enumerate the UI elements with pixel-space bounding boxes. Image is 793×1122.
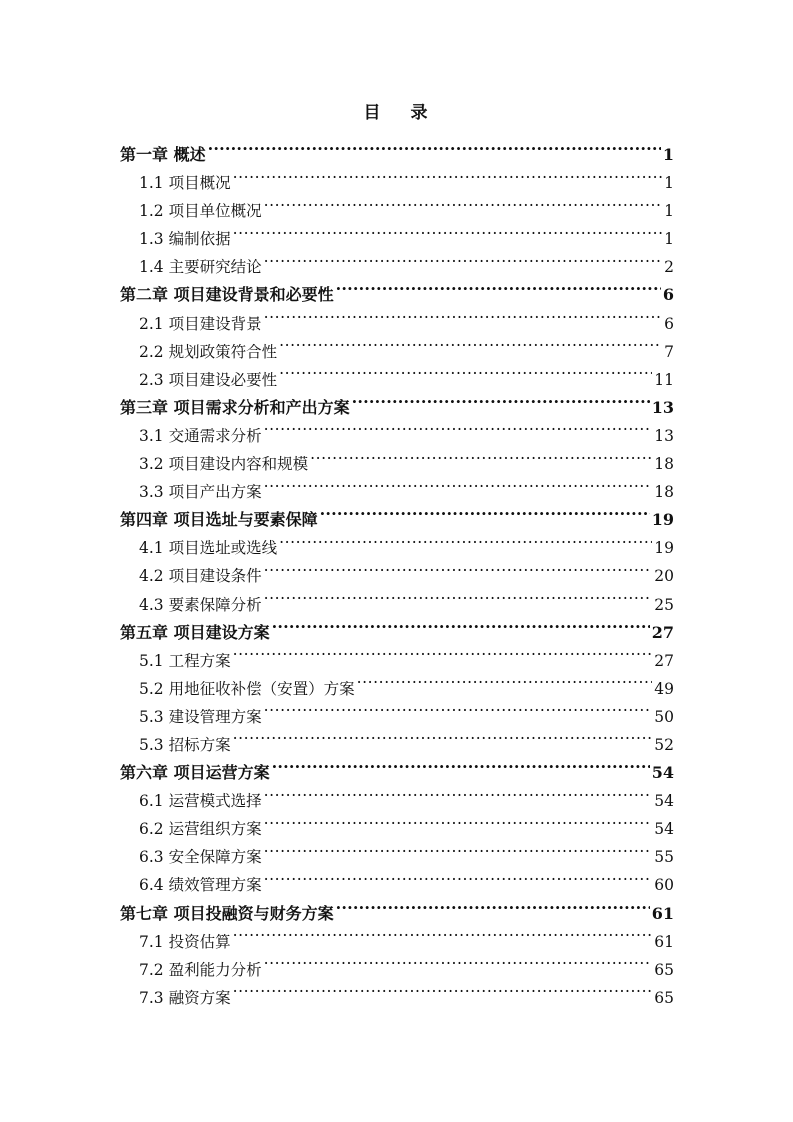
toc-page-number: 1 [662,145,674,164]
toc-entry-label: 1.2 项目单位概况 [139,202,262,221]
toc-page-number: 61 [654,932,674,951]
toc-dot-leader [233,638,653,666]
toc-page-number: 6 [662,285,674,305]
toc-page-number: 55 [654,848,674,867]
toc-entry-label: 1.3 编制依据 [139,230,231,249]
toc-title: 目 录 [363,103,440,123]
toc-entry-label: 7.1 投资估算 [139,932,231,951]
toc-entry-label: 5.3 建设管理方案 [139,707,262,726]
toc-dot-leader [336,272,661,300]
toc-page-number: 65 [654,988,674,1007]
toc-page-number: 52 [654,735,674,754]
toc-dot-leader [279,329,662,357]
toc-page-number: 6 [664,314,674,333]
toc-dot-leader [279,525,652,553]
toc-dot-leader [272,610,650,638]
toc-dot-leader [264,694,653,722]
toc-page-number: 13 [651,397,674,417]
toc-page-number: 19 [651,510,674,530]
toc-dot-leader [233,216,663,244]
toc-page-number: 11 [654,370,674,389]
toc-entry-label: 第一章 概述 [120,145,206,164]
toc-dot-leader [264,553,653,581]
toc-entry-label: 1.4 主要研究结论 [139,258,262,277]
toc-dot-leader [264,413,653,441]
toc-page-number: 54 [654,820,674,839]
toc-entry-label: 6.2 运营组织方案 [139,820,262,839]
toc-dot-leader [264,469,653,497]
toc-dot-leader [272,750,650,778]
toc-dot-leader [264,834,653,862]
toc-dot-leader [352,385,650,413]
toc-page-number: 25 [654,595,674,614]
toc-chapter-entry[interactable] [120,132,674,164]
toc-entry-label: 6.4 绩效管理方案 [139,876,262,895]
toc-dot-leader [264,778,653,806]
toc-entry-label: 第三章 项目需求分析和产出方案 [120,397,350,417]
toc-entry-label: 3.2 项目建设内容和规模 [139,455,309,474]
toc-page-number: 13 [654,426,674,445]
toc-dot-leader [233,722,653,750]
toc-entry-label: 7.2 盈利能力分析 [139,960,262,979]
toc-entry-label: 4.3 要素保障分析 [139,595,262,614]
toc-dot-leader [264,244,663,272]
toc-dot-leader [357,666,653,694]
toc-page-number: 1 [664,202,674,221]
toc-entry-label: 5.3 招标方案 [139,735,231,754]
toc-entry-label: 4.1 项目选址或选线 [139,539,278,558]
toc-dot-leader [264,806,653,834]
toc-page-number: 27 [654,651,674,670]
toc-page-number: 20 [654,567,674,586]
toc-page-number: 1 [664,174,674,193]
toc-page-number: 27 [651,622,674,642]
toc-entry-label: 1.1 项目概况 [139,174,231,193]
toc-dot-leader [233,160,663,188]
toc-entry-label: 6.1 运营模式选择 [139,792,262,811]
toc-dot-leader [208,132,661,160]
toc-entry-label: 3.1 交通需求分析 [139,426,262,445]
toc-page-number: 49 [654,679,674,698]
toc-entry-label: 第五章 项目建设方案 [120,622,270,642]
toc-entry-label: 2.3 项目建设必要性 [139,370,278,389]
toc-dot-leader [336,891,650,919]
toc-page-number: 65 [654,960,674,979]
toc-entry-label: 5.2 用地征收补偿（安置）方案 [139,679,355,698]
toc-entry-label: 第七章 项目投融资与财务方案 [120,903,334,923]
toc-entry-label: 4.2 项目建设条件 [139,567,262,586]
toc-entry-label: 5.1 工程方案 [139,651,231,670]
toc-page-number: 18 [654,455,674,474]
toc-page-number: 1 [664,230,674,249]
toc-dot-leader [264,582,653,610]
toc-entry-label: 3.3 项目产出方案 [139,483,262,502]
toc-entry-label: 2.2 规划政策符合性 [139,342,278,361]
toc-entry-label: 2.1 项目建设背景 [139,314,262,333]
toc-entry-label: 第六章 项目运营方案 [120,763,270,783]
toc-page-number: 54 [654,792,674,811]
toc-dot-leader [264,301,663,329]
toc-list [120,132,674,1007]
toc-page-number: 54 [651,763,674,783]
toc-dot-leader [320,497,650,525]
toc-dot-leader [279,357,652,385]
toc-dot-leader [264,188,663,216]
toc-dot-leader [264,947,653,975]
toc-entry-label: 6.3 安全保障方案 [139,848,262,867]
toc-entry-label: 第四章 项目选址与要素保障 [120,510,318,530]
toc-page-number: 19 [654,539,674,558]
toc-page-number: 50 [654,707,674,726]
toc-page-number: 7 [664,342,674,361]
toc-page-number: 61 [651,903,674,923]
toc-dot-leader [233,919,653,947]
toc-entry-label: 第二章 项目建设背景和必要性 [120,285,334,305]
toc-page-number: 18 [654,483,674,502]
toc-dot-leader [310,441,652,469]
toc-dot-leader [233,975,653,1003]
toc-dot-leader [264,862,653,890]
toc-page-number: 2 [664,258,674,277]
toc-entry-label: 7.3 融资方案 [139,988,231,1007]
toc-page-number: 60 [654,876,674,895]
